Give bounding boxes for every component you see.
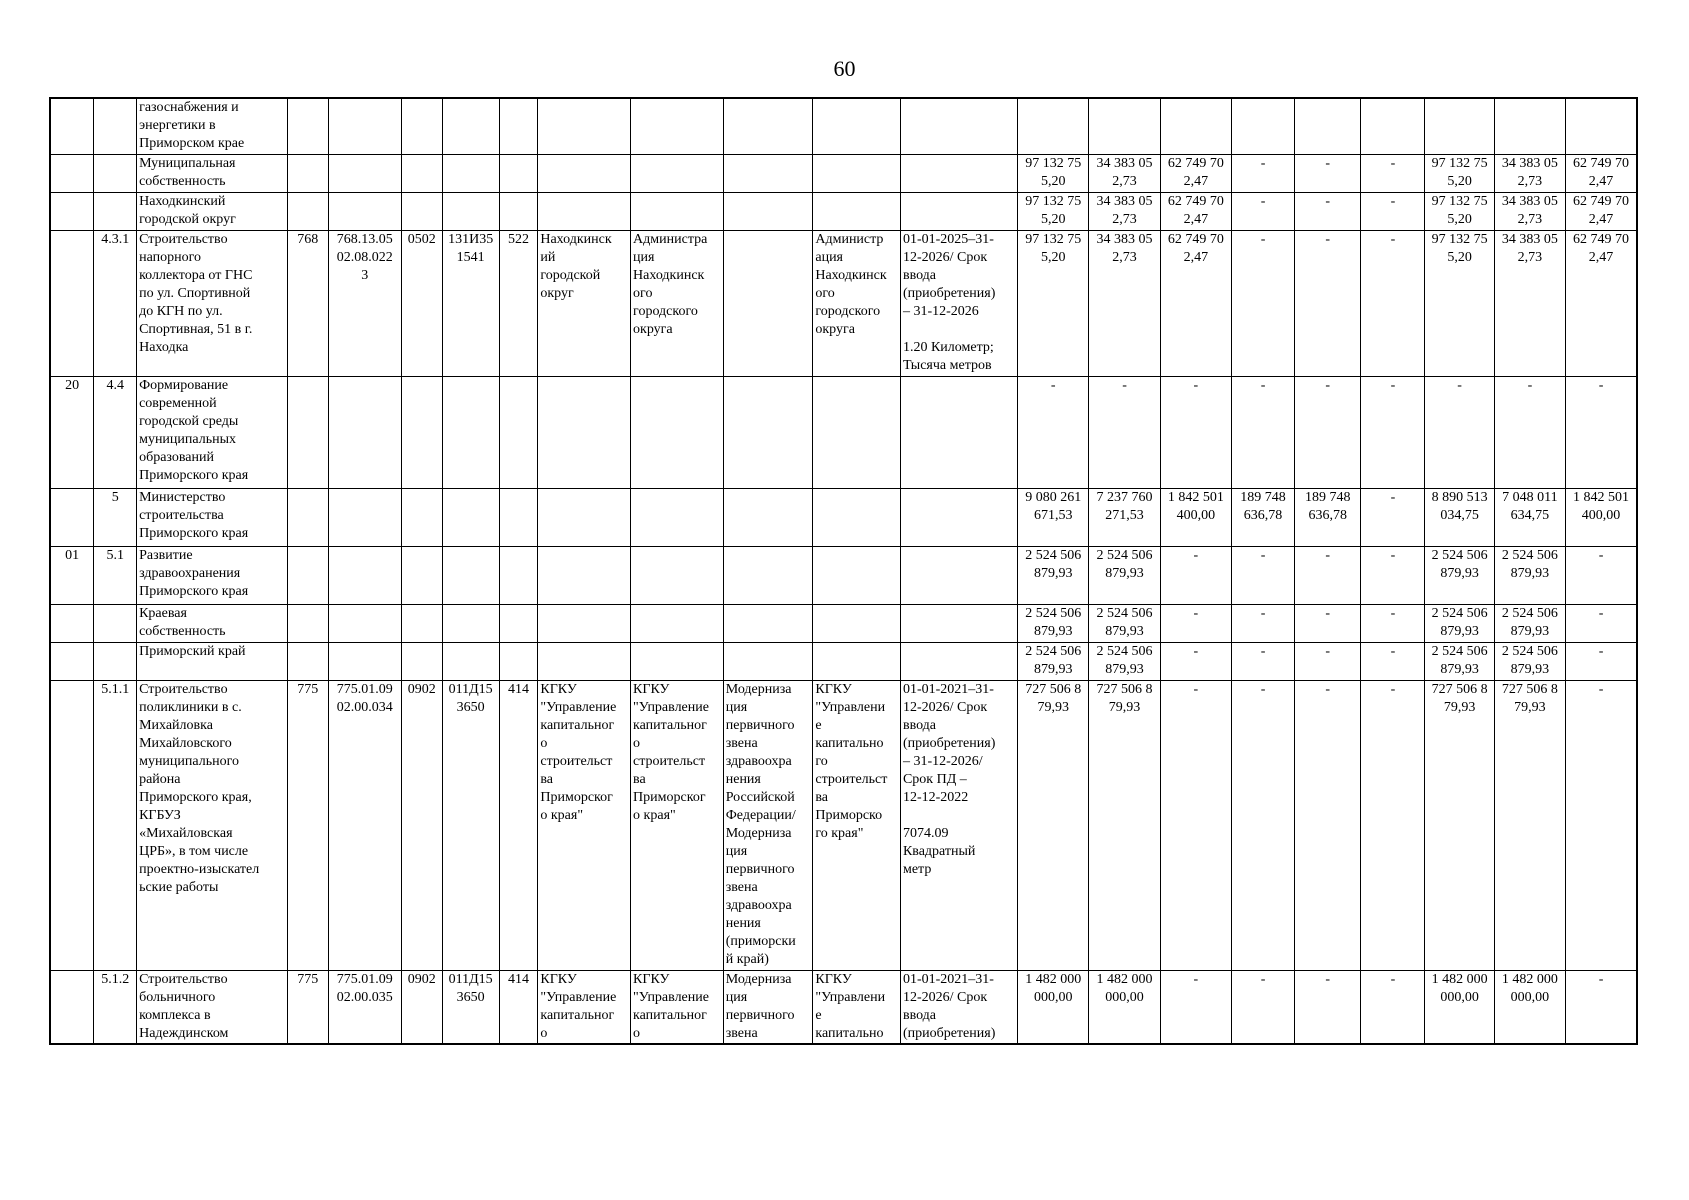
table-cell: 1 842 501 400,00 [1160,488,1231,546]
table-cell: 5.1.1 [94,680,137,970]
table-cell [900,192,1017,230]
table-cell: 9 080 261 671,53 [1018,488,1089,546]
page-number: 60 [833,56,856,81]
table-cell: 2 524 506 879,93 [1494,546,1565,604]
table-cell [287,642,328,680]
table-cell: - [1231,604,1294,642]
table-cell: - [1295,642,1361,680]
table-cell: - [1566,970,1637,1044]
table-cell: 727 506 8 79,93 [1018,680,1089,970]
table-row [50,488,1637,546]
table-cell [538,546,631,604]
table-cell: 2 524 506 879,93 [1494,642,1565,680]
table-cell [442,154,499,192]
table-cell [442,98,499,154]
table-cell [442,642,499,680]
table-cell: - [1160,642,1231,680]
table-cell: КГКУ "Управление капитальног о [631,970,724,1044]
table-cell: 34 383 05 2,73 [1494,230,1565,376]
table-cell [50,642,94,680]
table-cell: 011Д15 3650 [442,970,499,1044]
table-cell: 011Д15 3650 [442,680,499,970]
table-cell [631,546,724,604]
table-cell [900,98,1017,154]
table-cell: 2 524 506 879,93 [1018,604,1089,642]
table-cell [442,546,499,604]
table-cell: 62 749 70 2,47 [1566,192,1637,230]
table-cell: - [1231,192,1294,230]
table-cell: Развитие здравоохранения Приморского края [137,546,288,604]
table-cell [50,970,94,1044]
table-cell [401,98,442,154]
table-cell [723,604,813,642]
table-cell [50,604,94,642]
table-cell: 20 [50,376,94,488]
table-cell: 97 132 75 5,20 [1018,154,1089,192]
table-cell [401,546,442,604]
table-cell [723,642,813,680]
table-cell: 01-01-2021–31- 12-2026/ Срок ввода (приобретения) [900,970,1017,1044]
table-cell: - [1295,154,1361,192]
table-cell: КГКУ "Управление капитальног о строительст ва Приморског о края" [631,680,724,970]
table-cell [401,192,442,230]
table-cell: - [1295,230,1361,376]
table-row [50,154,1637,192]
table-cell [1566,98,1637,154]
table-cell: 5 [94,488,137,546]
table-cell: - [1089,376,1160,488]
table-cell [538,488,631,546]
table-cell: - [1566,376,1637,488]
table-cell: КГКУ "Управлени е капитально [813,970,901,1044]
table-cell: - [1295,192,1361,230]
table-cell [499,546,538,604]
table-row [50,970,1637,1044]
table-cell: - [1295,680,1361,970]
table-cell [723,192,813,230]
table-cell [328,642,401,680]
table-cell [813,192,901,230]
table-cell [538,154,631,192]
table-cell: 2 524 506 879,93 [1089,604,1160,642]
table-cell: Модерниза ция первичного звена здравоохра нения Российской Федерации/ Модерниза ция первичного звена здравоохра нения (приморски й край) [723,680,813,970]
table-cell: 2 524 506 879,93 [1018,546,1089,604]
table-cell: - [1295,604,1361,642]
table-cell [538,642,631,680]
table-cell: 01-01-2025–31- 12-2026/ Срок ввода (приобретения) – 31-12-2026 1.20 Километр; Тысяча метров [900,230,1017,376]
table-cell [442,604,499,642]
table-cell: 4.4 [94,376,137,488]
table-cell [401,376,442,488]
table-cell: 97 132 75 5,20 [1018,230,1089,376]
table-cell: КГКУ "Управление капитальног о строительст ва Приморског о края" [538,680,631,970]
table-cell [50,98,94,154]
table-cell: - [1231,680,1294,970]
table-cell [499,488,538,546]
table-cell [328,546,401,604]
table-cell [499,192,538,230]
table-cell: - [1361,488,1425,546]
table-cell: 8 890 513 034,75 [1425,488,1494,546]
table-cell [900,376,1017,488]
table-cell: 5.1 [94,546,137,604]
table-cell [631,604,724,642]
table-cell: 5.1.2 [94,970,137,1044]
table-cell: 2 524 506 879,93 [1089,546,1160,604]
table-cell [1018,98,1089,154]
table-cell: - [1566,546,1637,604]
table-cell: Администра ция Находкинск ого городского округа [631,230,724,376]
table-cell [499,154,538,192]
table-cell [50,680,94,970]
table-cell [1425,98,1494,154]
table-cell: 2 524 506 879,93 [1425,642,1494,680]
table-cell: - [1361,642,1425,680]
table-cell [442,376,499,488]
table-cell: - [1361,376,1425,488]
table-cell: - [1231,230,1294,376]
table-cell: Министерство строительства Приморского края [137,488,288,546]
table-cell [631,642,724,680]
table-cell [50,488,94,546]
table-cell [401,604,442,642]
table-cell [1494,98,1565,154]
table-cell: 7 048 011 634,75 [1494,488,1565,546]
table-cell [499,642,538,680]
table-cell: 34 383 05 2,73 [1494,154,1565,192]
table-cell [631,192,724,230]
table-cell [813,98,901,154]
table-cell [1295,98,1361,154]
table-cell: 768.13.05 02.08.022 3 [328,230,401,376]
table-cell [442,488,499,546]
table-cell: - [1231,546,1294,604]
table-cell: Находкинск ий городской округ [538,230,631,376]
table-cell: - [1361,546,1425,604]
table-cell: Краевая собственность [137,604,288,642]
table-cell [538,376,631,488]
table-cell [813,376,901,488]
table-cell: 2 524 506 879,93 [1089,642,1160,680]
table-cell [813,488,901,546]
table-cell [287,546,328,604]
table-cell [813,642,901,680]
table-cell [328,604,401,642]
table-cell: - [1295,546,1361,604]
table-cell [287,604,328,642]
table-cell: Администр ация Находкинск ого городского округа [813,230,901,376]
table-cell [287,376,328,488]
table-cell: 7 237 760 271,53 [1089,488,1160,546]
table-cell: 62 749 70 2,47 [1160,230,1231,376]
table-cell [328,376,401,488]
table-cell: - [1231,642,1294,680]
table-cell: 414 [499,970,538,1044]
table-cell [723,488,813,546]
table-cell: 1 482 000 000,00 [1089,970,1160,1044]
table-body [50,98,1637,1044]
table-cell [813,154,901,192]
table-cell: Приморский край [137,642,288,680]
table-cell [442,192,499,230]
table-cell [328,98,401,154]
table-cell [328,154,401,192]
table-row [50,230,1637,376]
table-row [50,642,1637,680]
table-cell: 1 482 000 000,00 [1018,970,1089,1044]
table-cell: 2 524 506 879,93 [1494,604,1565,642]
table-cell [50,192,94,230]
table-cell [499,376,538,488]
table-cell: Строительство поликлиники в с. Михайловка Михайловского муниципального района Приморского края, КГБУЗ «Михайловская ЦРБ», в том числе проектно-изыскател ьские работы [137,680,288,970]
table-cell: - [1295,376,1361,488]
table-cell [1089,98,1160,154]
table-cell: - [1361,230,1425,376]
table-cell: газоснабжения и энергетики в Приморском крае [137,98,288,154]
table-cell [94,604,137,642]
table-cell: 2 524 506 879,93 [1018,642,1089,680]
table-cell: 727 506 8 79,93 [1089,680,1160,970]
table-cell: 62 749 70 2,47 [1566,154,1637,192]
table-cell: - [1361,680,1425,970]
table-cell: 97 132 75 5,20 [1425,230,1494,376]
table-cell: Находкинский городской округ [137,192,288,230]
table-cell [499,604,538,642]
table-cell [287,154,328,192]
table-cell [287,488,328,546]
table-cell: 522 [499,230,538,376]
table-cell: 0902 [401,680,442,970]
table-cell: 62 749 70 2,47 [1160,154,1231,192]
table-cell [1231,98,1294,154]
table-cell: Модерниза ция первичного звена [723,970,813,1044]
table-cell: 131И35 1541 [442,230,499,376]
table-cell [499,98,538,154]
table-cell [401,154,442,192]
table-cell [813,546,901,604]
table-cell: 34 383 05 2,73 [1089,230,1160,376]
table-cell: - [1018,376,1089,488]
table-cell: 775.01.09 02.00.035 [328,970,401,1044]
table-cell: - [1566,642,1637,680]
table-cell [631,154,724,192]
table-cell: - [1494,376,1565,488]
table-cell: 97 132 75 5,20 [1425,192,1494,230]
table-cell: - [1160,546,1231,604]
table-cell [401,642,442,680]
table-cell: 189 748 636,78 [1231,488,1294,546]
table-cell [401,488,442,546]
table-row [50,680,1637,970]
table-cell [900,546,1017,604]
table-cell: 1 842 501 400,00 [1566,488,1637,546]
table-cell: 97 132 75 5,20 [1018,192,1089,230]
table-cell: - [1566,604,1637,642]
table-cell [631,488,724,546]
table-cell: 4.3.1 [94,230,137,376]
table-cell: КГКУ "Управлени е капитально го строительст ва Приморско го края" [813,680,901,970]
table-cell [287,192,328,230]
table-cell: 414 [499,680,538,970]
table-cell: 0502 [401,230,442,376]
table-cell [1361,98,1425,154]
budget-table [49,97,1638,1045]
table-cell: - [1160,970,1231,1044]
table-cell [538,192,631,230]
table-cell: 62 749 70 2,47 [1160,192,1231,230]
table-cell: - [1361,970,1425,1044]
table-cell [50,230,94,376]
table-cell: КГКУ "Управление капитальног о [538,970,631,1044]
table-cell: - [1231,154,1294,192]
table-row [50,192,1637,230]
table-cell [94,154,137,192]
table-cell: 189 748 636,78 [1295,488,1361,546]
table-cell: - [1425,376,1494,488]
table-cell: - [1361,192,1425,230]
table-cell: - [1361,604,1425,642]
table-cell: 727 506 8 79,93 [1494,680,1565,970]
table-cell: - [1160,680,1231,970]
table-cell: - [1231,970,1294,1044]
table-cell: 1 482 000 000,00 [1425,970,1494,1044]
table-row [50,376,1637,488]
table-cell [813,604,901,642]
table-cell: 1 482 000 000,00 [1494,970,1565,1044]
table-cell: 34 383 05 2,73 [1089,154,1160,192]
table-cell: Строительство напорного коллектора от ГНС по ул. Спортивной до КГН по ул. Спортивная, 51 в г. Находка [137,230,288,376]
table-cell: - [1361,154,1425,192]
table-cell: 0902 [401,970,442,1044]
table-cell [723,230,813,376]
table-cell [94,192,137,230]
table-cell: 62 749 70 2,47 [1566,230,1637,376]
table-cell: 01 [50,546,94,604]
table-cell: 34 383 05 2,73 [1089,192,1160,230]
table-cell: 775.01.09 02.00.034 [328,680,401,970]
table-cell: 727 506 8 79,93 [1425,680,1494,970]
table-cell [900,488,1017,546]
table-cell: - [1160,376,1231,488]
table-row [50,604,1637,642]
table-cell: 01-01-2021–31- 12-2026/ Срок ввода (приобретения) – 31-12-2026/ Срок ПД – 12-12-2022 7074.09 Квадратный метр [900,680,1017,970]
table-cell: - [1160,604,1231,642]
table-cell [94,98,137,154]
table-cell: 34 383 05 2,73 [1494,192,1565,230]
table-cell [900,154,1017,192]
table-cell: 97 132 75 5,20 [1425,154,1494,192]
table-cell: 775 [287,680,328,970]
table-cell [631,376,724,488]
table-cell [900,642,1017,680]
table-cell [723,154,813,192]
table-row [50,98,1637,154]
table-cell: - [1231,376,1294,488]
table-cell: 768 [287,230,328,376]
table-cell [50,154,94,192]
table-cell: - [1295,970,1361,1044]
table-cell [287,98,328,154]
table-cell: Муниципальная собственность [137,154,288,192]
table-cell [328,192,401,230]
table-cell [631,98,724,154]
table-cell: 2 524 506 879,93 [1425,604,1494,642]
table-cell: Формирование современной городской среды муниципальных образований Приморского края [137,376,288,488]
table-cell [1160,98,1231,154]
table-cell [328,488,401,546]
table-row [50,546,1637,604]
table-cell [900,604,1017,642]
table-cell: 775 [287,970,328,1044]
table-cell: Строительство больничного комплекса в Надеждинском [137,970,288,1044]
table-cell [723,376,813,488]
table-cell [723,98,813,154]
table-cell [538,604,631,642]
table-cell: - [1566,680,1637,970]
table-cell [538,98,631,154]
table-cell [723,546,813,604]
table-cell [94,642,137,680]
table-cell: 2 524 506 879,93 [1425,546,1494,604]
